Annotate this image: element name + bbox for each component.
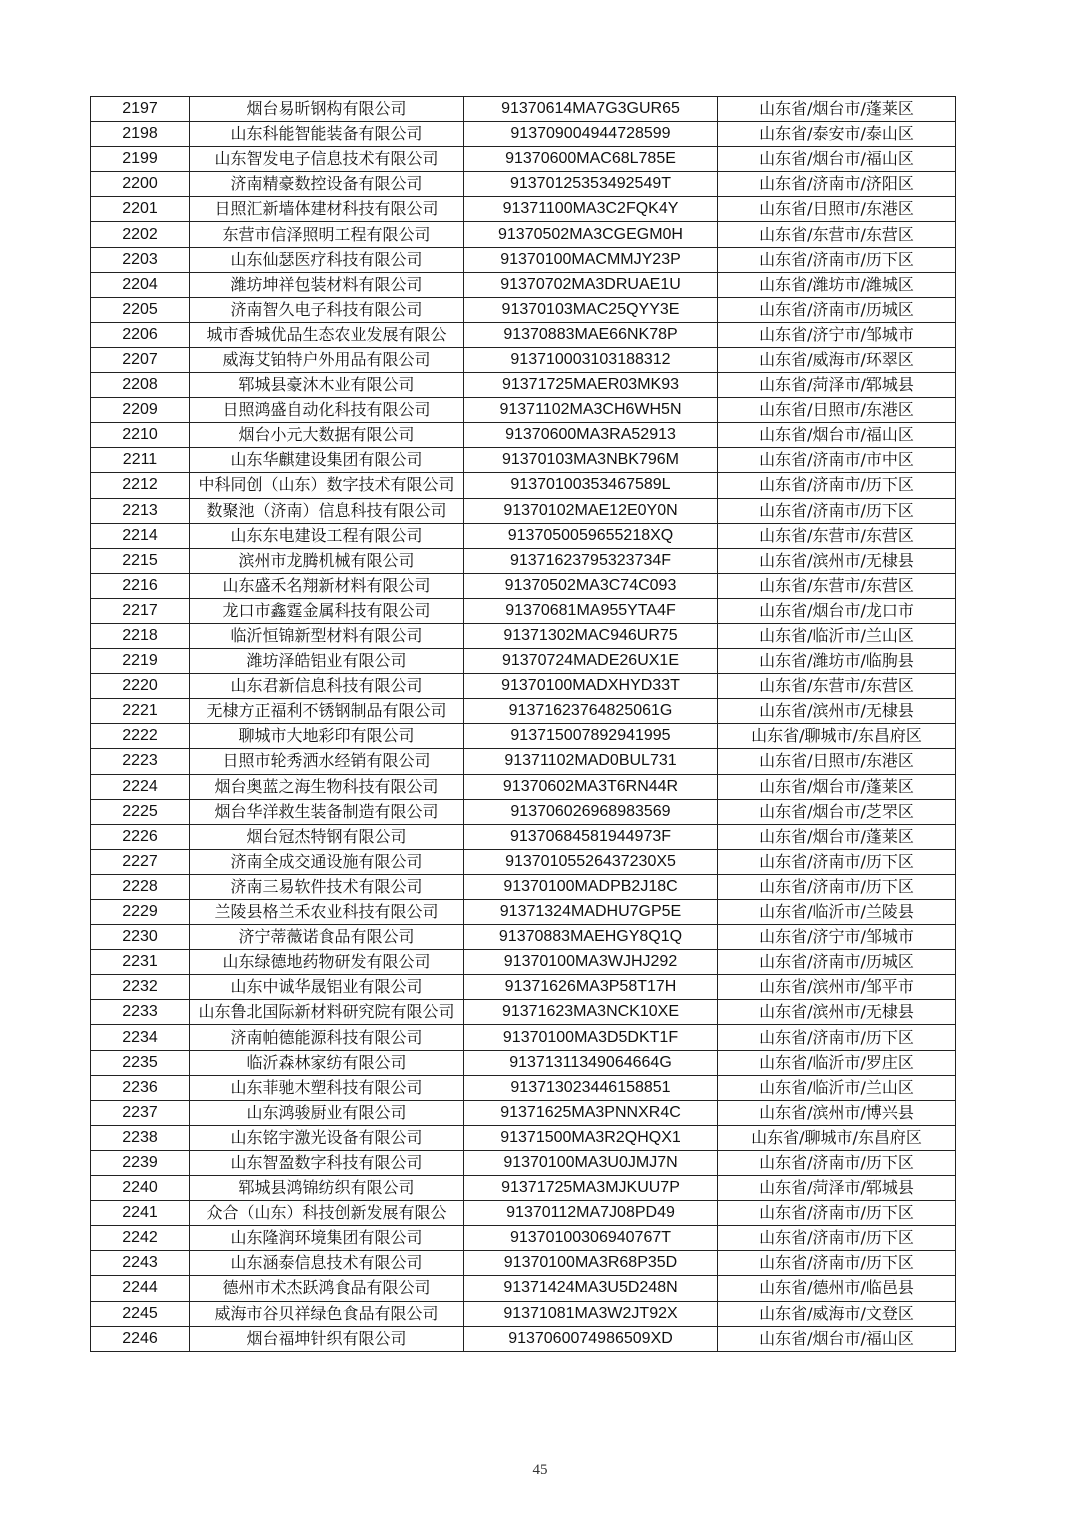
company-name-cell: 临沂恒锦新型材料有限公司 (190, 623, 464, 648)
company-name-cell: 东营市信泽照明工程有限公司 (190, 222, 464, 247)
company-name-cell: 烟台奥蓝之海生物科技有限公司 (190, 774, 464, 799)
row-number-cell: 2245 (91, 1301, 190, 1326)
location-cell: 山东省/临沂市/兰山区 (718, 1075, 956, 1100)
table-row (91, 649, 956, 674)
row-number-cell: 2242 (91, 1226, 190, 1251)
company-name-cell: 威海艾铂特户外用品有限公司 (190, 347, 464, 372)
row-number-cell: 2238 (91, 1125, 190, 1150)
location-cell: 山东省/济南市/历下区 (718, 1201, 956, 1226)
location-cell: 山东省/临沂市/兰山区 (718, 623, 956, 648)
credit-code-cell: 91371626MA3P58T17H (464, 975, 718, 1000)
company-name-cell: 济南三易软件技术有限公司 (190, 874, 464, 899)
location-cell: 山东省/菏泽市/郓城县 (718, 1176, 956, 1201)
credit-code-cell: 91371725MA3MJKUU7P (464, 1176, 718, 1201)
location-cell: 山东省/威海市/文登区 (718, 1301, 956, 1326)
company-name-cell: 山东隆润环境集团有限公司 (190, 1226, 464, 1251)
row-number-cell: 2226 (91, 824, 190, 849)
credit-code-cell: 913713023446158851 (464, 1075, 718, 1100)
credit-code-cell: 91371725MAER03MK93 (464, 373, 718, 398)
table-row (91, 1000, 956, 1025)
row-number-cell: 2212 (91, 473, 190, 498)
table-row (91, 975, 956, 1000)
location-cell: 山东省/济南市/历下区 (718, 1150, 956, 1175)
location-cell: 山东省/济南市/历下区 (718, 473, 956, 498)
company-name-cell: 中科同创（山东）数字技术有限公司 (190, 473, 464, 498)
table-row (91, 1100, 956, 1125)
row-number-cell: 2214 (91, 523, 190, 548)
row-number-cell: 2210 (91, 423, 190, 448)
table-row (91, 900, 956, 925)
company-name-cell: 山东铭宇激光设备有限公司 (190, 1125, 464, 1150)
credit-code-cell: 91370883MAEHGY8Q1Q (464, 925, 718, 950)
company-name-cell: 日照汇新墙体建材科技有限公司 (190, 197, 464, 222)
location-cell: 山东省/日照市/东港区 (718, 398, 956, 423)
credit-code-cell: 91370502MA3C74C093 (464, 573, 718, 598)
company-name-cell: 济宁蒂薇诺食品有限公司 (190, 925, 464, 950)
row-number-cell: 2241 (91, 1201, 190, 1226)
location-cell: 山东省/滨州市/无棣县 (718, 548, 956, 573)
location-cell: 山东省/济南市/市中区 (718, 448, 956, 473)
company-name-cell: 山东仙瑟医疗科技有限公司 (190, 247, 464, 272)
page-number: 45 (532, 1462, 548, 1478)
row-number-cell: 2236 (91, 1075, 190, 1100)
credit-code-cell: 91370100MA3WJHJ292 (464, 950, 718, 975)
company-name-cell: 德州市术杰跃鸿食品有限公司 (190, 1276, 464, 1301)
company-name-cell: 山东涵泰信息技术有限公司 (190, 1251, 464, 1276)
row-number-cell: 2201 (91, 197, 190, 222)
credit-code-cell: 91370100353467589L (464, 473, 718, 498)
location-cell: 山东省/济南市/历下区 (718, 874, 956, 899)
row-number-cell: 2202 (91, 222, 190, 247)
location-cell: 山东省/济南市/历城区 (718, 297, 956, 322)
company-name-cell: 济南精豪数控设备有限公司 (190, 172, 464, 197)
location-cell: 山东省/济南市/历下区 (718, 1226, 956, 1251)
credit-code-cell: 91371500MA3R2QHQX1 (464, 1125, 718, 1150)
location-cell: 山东省/东营市/东营区 (718, 222, 956, 247)
location-cell: 山东省/济南市/历下区 (718, 1251, 956, 1276)
company-name-cell: 烟台华洋救生装备制造有限公司 (190, 799, 464, 824)
credit-code-cell: 91370600MAC68L785E (464, 147, 718, 172)
location-cell: 山东省/临沂市/兰陵县 (718, 900, 956, 925)
table-row (91, 1075, 956, 1100)
company-name-cell: 山东华麒建设集团有限公司 (190, 448, 464, 473)
enterprise-table (90, 96, 956, 1352)
table-row (91, 623, 956, 648)
location-cell: 山东省/济南市/历下区 (718, 1025, 956, 1050)
table-row (91, 548, 956, 573)
company-name-cell: 济南帕德能源科技有限公司 (190, 1025, 464, 1050)
company-name-cell: 山东绿德地药物研发有限公司 (190, 950, 464, 975)
row-number-cell: 2205 (91, 297, 190, 322)
table-row (91, 222, 956, 247)
table-row (91, 925, 956, 950)
location-cell: 山东省/东营市/东营区 (718, 674, 956, 699)
location-cell: 山东省/滨州市/邹平市 (718, 975, 956, 1000)
row-number-cell: 2198 (91, 122, 190, 147)
row-number-cell: 2244 (91, 1276, 190, 1301)
company-name-cell: 城市香城优品生态农业发展有限公 (190, 322, 464, 347)
credit-code-cell: 91370681MA955YTA4F (464, 598, 718, 623)
row-number-cell: 2237 (91, 1100, 190, 1125)
company-name-cell: 山东菲驰木塑科技有限公司 (190, 1075, 464, 1100)
row-number-cell: 2235 (91, 1050, 190, 1075)
credit-code-cell: 91370614MA7G3GUR65 (464, 97, 718, 122)
row-number-cell: 2228 (91, 874, 190, 899)
location-cell: 山东省/菏泽市/郓城县 (718, 373, 956, 398)
credit-code-cell: 91370702MA3DRUAE1U (464, 272, 718, 297)
credit-code-cell: 91371623764825061G (464, 699, 718, 724)
table-row (91, 473, 956, 498)
company-name-cell: 兰陵县格兰禾农业科技有限公司 (190, 900, 464, 925)
location-cell: 山东省/聊城市/东昌府区 (718, 1125, 956, 1150)
company-name-cell: 济南全成交通设施有限公司 (190, 849, 464, 874)
credit-code-cell: 913705005965521​8XQ (464, 523, 718, 548)
credit-code-cell: 91371311349064664G (464, 1050, 718, 1075)
location-cell: 山东省/济宁市/邹城市 (718, 322, 956, 347)
credit-code-cell: 913709004944728599 (464, 122, 718, 147)
location-cell: 山东省/日照市/东港区 (718, 197, 956, 222)
row-number-cell: 2209 (91, 398, 190, 423)
row-number-cell: 2243 (91, 1251, 190, 1276)
company-name-cell: 山东盛禾名翔新材料有限公司 (190, 573, 464, 598)
table-row (91, 799, 956, 824)
table-row (91, 849, 956, 874)
table-row (91, 197, 956, 222)
table-row (91, 272, 956, 297)
table-row (91, 423, 956, 448)
table-row (91, 724, 956, 749)
credit-code-cell: 913706026968983569 (464, 799, 718, 824)
company-name-cell: 山东鸿骏厨业有限公司 (190, 1100, 464, 1125)
credit-code-cell: 91370724MADE26UX1E (464, 649, 718, 674)
credit-code-cell: 913706007498650​9XD (464, 1326, 718, 1351)
location-cell: 山东省/烟台市/福山区 (718, 423, 956, 448)
company-name-cell: 龙口市鑫霆金属科技有限公司 (190, 598, 464, 623)
table-row (91, 1176, 956, 1201)
location-cell: 山东省/临沂市/罗庄区 (718, 1050, 956, 1075)
table-row (91, 1226, 956, 1251)
row-number-cell: 2219 (91, 649, 190, 674)
company-name-cell: 烟台小元大数据有限公司 (190, 423, 464, 448)
credit-code-cell: 91370600MA3RA52913 (464, 423, 718, 448)
company-name-cell: 郓城县豪沐木业有限公司 (190, 373, 464, 398)
credit-code-cell: 91371324MADHU7GP5E (464, 900, 718, 925)
location-cell: 山东省/烟台市/蓬莱区 (718, 97, 956, 122)
row-number-cell: 2225 (91, 799, 190, 824)
row-number-cell: 2218 (91, 623, 190, 648)
row-number-cell: 2211 (91, 448, 190, 473)
location-cell: 山东省/滨州市/无棣县 (718, 699, 956, 724)
company-name-cell: 山东科能智能装备有限公司 (190, 122, 464, 147)
table-row (91, 1301, 956, 1326)
table-row (91, 1326, 956, 1351)
location-cell: 山东省/东营市/东营区 (718, 523, 956, 548)
credit-code-cell: 91370100MA3R68P35D (464, 1251, 718, 1276)
row-number-cell: 2227 (91, 849, 190, 874)
table-row (91, 172, 956, 197)
row-number-cell: 2207 (91, 347, 190, 372)
table-row (91, 874, 956, 899)
row-number-cell: 2213 (91, 498, 190, 523)
table-row (91, 824, 956, 849)
row-number-cell: 2231 (91, 950, 190, 975)
table-row (91, 122, 956, 147)
company-name-cell: 烟台易昕钢构有限公司 (190, 97, 464, 122)
credit-code-cell: 91371623795323734F (464, 548, 718, 573)
location-cell: 山东省/烟台市/福山区 (718, 1326, 956, 1351)
row-number-cell: 2206 (91, 322, 190, 347)
location-cell: 山东省/烟台市/龙口市 (718, 598, 956, 623)
location-cell: 山东省/潍坊市/临朐县 (718, 649, 956, 674)
location-cell: 山东省/东营市/东营区 (718, 573, 956, 598)
table-row (91, 1150, 956, 1175)
row-number-cell: 2240 (91, 1176, 190, 1201)
company-name-cell: 济南智久电子科技有限公司 (190, 297, 464, 322)
company-name-cell: 聊城市大地彩印有限公司 (190, 724, 464, 749)
row-number-cell: 2203 (91, 247, 190, 272)
table-row (91, 674, 956, 699)
credit-code-cell: 91370100MA3D5DKT1F (464, 1025, 718, 1050)
table-row (91, 1276, 956, 1301)
table-row (91, 398, 956, 423)
credit-code-cell: 913715007892941995 (464, 724, 718, 749)
company-name-cell: 无棣方正福利不锈钢制品有限公司 (190, 699, 464, 724)
credit-code-cell: 91371100MA3C2FQK4Y (464, 197, 718, 222)
location-cell: 山东省/泰安市/泰山区 (718, 122, 956, 147)
location-cell: 山东省/济南市/济阳区 (718, 172, 956, 197)
location-cell: 山东省/滨州市/无棣县 (718, 1000, 956, 1025)
location-cell: 山东省/烟台市/芝罘区 (718, 799, 956, 824)
credit-code-cell: 91371302MAC946UR75 (464, 623, 718, 648)
location-cell: 山东省/日照市/东港区 (718, 749, 956, 774)
row-number-cell: 2233 (91, 1000, 190, 1025)
table-row (91, 1251, 956, 1276)
table-row (91, 247, 956, 272)
row-number-cell: 2234 (91, 1025, 190, 1050)
table-row (91, 573, 956, 598)
credit-code-cell: 91370100MA3U0JMJ7N (464, 1150, 718, 1175)
row-number-cell: 2223 (91, 749, 190, 774)
credit-code-cell: 91370112MA7J08PD49 (464, 1201, 718, 1226)
credit-code-cell: 91371424MA3U5D248N (464, 1276, 718, 1301)
credit-code-cell: 913710003103188312 (464, 347, 718, 372)
location-cell: 山东省/烟台市/蓬莱区 (718, 774, 956, 799)
company-name-cell: 郓城县鸿锦纺织有限公司 (190, 1176, 464, 1201)
credit-code-cell: 91370602MA3T6RN44R (464, 774, 718, 799)
location-cell: 山东省/潍坊市/潍城区 (718, 272, 956, 297)
credit-code-cell: 91371625MA3PNNXR4C (464, 1100, 718, 1125)
table-row (91, 1125, 956, 1150)
company-name-cell: 滨州市龙腾机械有限公司 (190, 548, 464, 573)
row-number-cell: 2246 (91, 1326, 190, 1351)
company-name-cell: 山东智发电子信息技术有限公司 (190, 147, 464, 172)
credit-code-cell: 91371102MA3CH6WH5N (464, 398, 718, 423)
table-row (91, 1050, 956, 1075)
company-name-cell: 潍坊泽皓铝业有限公司 (190, 649, 464, 674)
location-cell: 山东省/济南市/历下区 (718, 849, 956, 874)
location-cell: 山东省/聊城市/东昌府区 (718, 724, 956, 749)
table-row (91, 322, 956, 347)
row-number-cell: 2230 (91, 925, 190, 950)
company-name-cell: 数聚池（济南）信息科技有限公司 (190, 498, 464, 523)
location-cell: 山东省/济南市/历城区 (718, 950, 956, 975)
credit-code-cell: 91371081MA3W2JT92X (464, 1301, 718, 1326)
credit-code-cell: 91370883MAE66NK78P (464, 322, 718, 347)
row-number-cell: 2222 (91, 724, 190, 749)
row-number-cell: 2217 (91, 598, 190, 623)
credit-code-cell: 91370103MA3NBK796M (464, 448, 718, 473)
location-cell: 山东省/滨州市/博兴县 (718, 1100, 956, 1125)
row-number-cell: 2197 (91, 97, 190, 122)
row-number-cell: 2232 (91, 975, 190, 1000)
credit-code-cell: 91370502MA3CGEGM0H (464, 222, 718, 247)
row-number-cell: 2204 (91, 272, 190, 297)
company-name-cell: 烟台福坤针织有限公司 (190, 1326, 464, 1351)
row-number-cell: 2199 (91, 147, 190, 172)
table-row (91, 448, 956, 473)
credit-code-cell: 91370100MADXHYD33T (464, 674, 718, 699)
row-number-cell: 2220 (91, 674, 190, 699)
table-row (91, 774, 956, 799)
company-name-cell: 山东东电建设工程有限公司 (190, 523, 464, 548)
row-number-cell: 2216 (91, 573, 190, 598)
location-cell: 山东省/济南市/历下区 (718, 498, 956, 523)
table-row (91, 598, 956, 623)
table-row (91, 297, 956, 322)
credit-code-cell: 91371623MA3NCK10XE (464, 1000, 718, 1025)
row-number-cell: 2221 (91, 699, 190, 724)
company-name-cell: 山东智盈数字科技有限公司 (190, 1150, 464, 1175)
credit-code-cell: 91370103MAC25QYY3E (464, 297, 718, 322)
table-body (91, 97, 956, 1352)
table-row (91, 97, 956, 122)
credit-code-cell: 91370100MADPB2J18C (464, 874, 718, 899)
company-name-cell: 山东鲁北国际新材料研究院有限公司 (190, 1000, 464, 1025)
location-cell: 山东省/济南市/历下区 (718, 247, 956, 272)
row-number-cell: 2215 (91, 548, 190, 573)
credit-code-cell: 91370105526437230X5 (464, 849, 718, 874)
table-row (91, 749, 956, 774)
company-name-cell: 烟台冠杰特钢有限公司 (190, 824, 464, 849)
company-name-cell: 众合（山东）科技创新发展有限公 (190, 1201, 464, 1226)
location-cell: 山东省/德州市/临邑县 (718, 1276, 956, 1301)
table-row (91, 147, 956, 172)
table-row (91, 347, 956, 372)
row-number-cell: 2229 (91, 900, 190, 925)
credit-code-cell: 91371102MAD0BUL731 (464, 749, 718, 774)
table-row (91, 950, 956, 975)
company-name-cell: 日照鸿盛自动化科技有限公司 (190, 398, 464, 423)
credit-code-cell: 91370100306940767T (464, 1226, 718, 1251)
row-number-cell: 2224 (91, 774, 190, 799)
company-name-cell: 日照市轮秀洒水经销有限公司 (190, 749, 464, 774)
table-row (91, 1025, 956, 1050)
table-row (91, 523, 956, 548)
location-cell: 山东省/烟台市/蓬莱区 (718, 824, 956, 849)
location-cell: 山东省/济宁市/邹城市 (718, 925, 956, 950)
company-name-cell: 山东君新信息科技有限公司 (190, 674, 464, 699)
table-row (91, 373, 956, 398)
row-number-cell: 2208 (91, 373, 190, 398)
company-name-cell: 威海市谷贝祥绿色食品有限公司 (190, 1301, 464, 1326)
credit-code-cell: 91370100MACMMJY23P (464, 247, 718, 272)
row-number-cell: 2200 (91, 172, 190, 197)
credit-code-cell: 91370102MAE12E0Y0N (464, 498, 718, 523)
table-row (91, 1201, 956, 1226)
credit-code-cell: 91370125353492549T (464, 172, 718, 197)
table-row (91, 498, 956, 523)
company-name-cell: 潍坊坤祥包装材料有限公司 (190, 272, 464, 297)
credit-code-cell: 91370684581944973F (464, 824, 718, 849)
location-cell: 山东省/威海市/环翠区 (718, 347, 956, 372)
table-row (91, 699, 956, 724)
location-cell: 山东省/烟台市/福山区 (718, 147, 956, 172)
company-name-cell: 临沂森林家纺有限公司 (190, 1050, 464, 1075)
company-name-cell: 山东中诚华晟铝业有限公司 (190, 975, 464, 1000)
row-number-cell: 2239 (91, 1150, 190, 1175)
